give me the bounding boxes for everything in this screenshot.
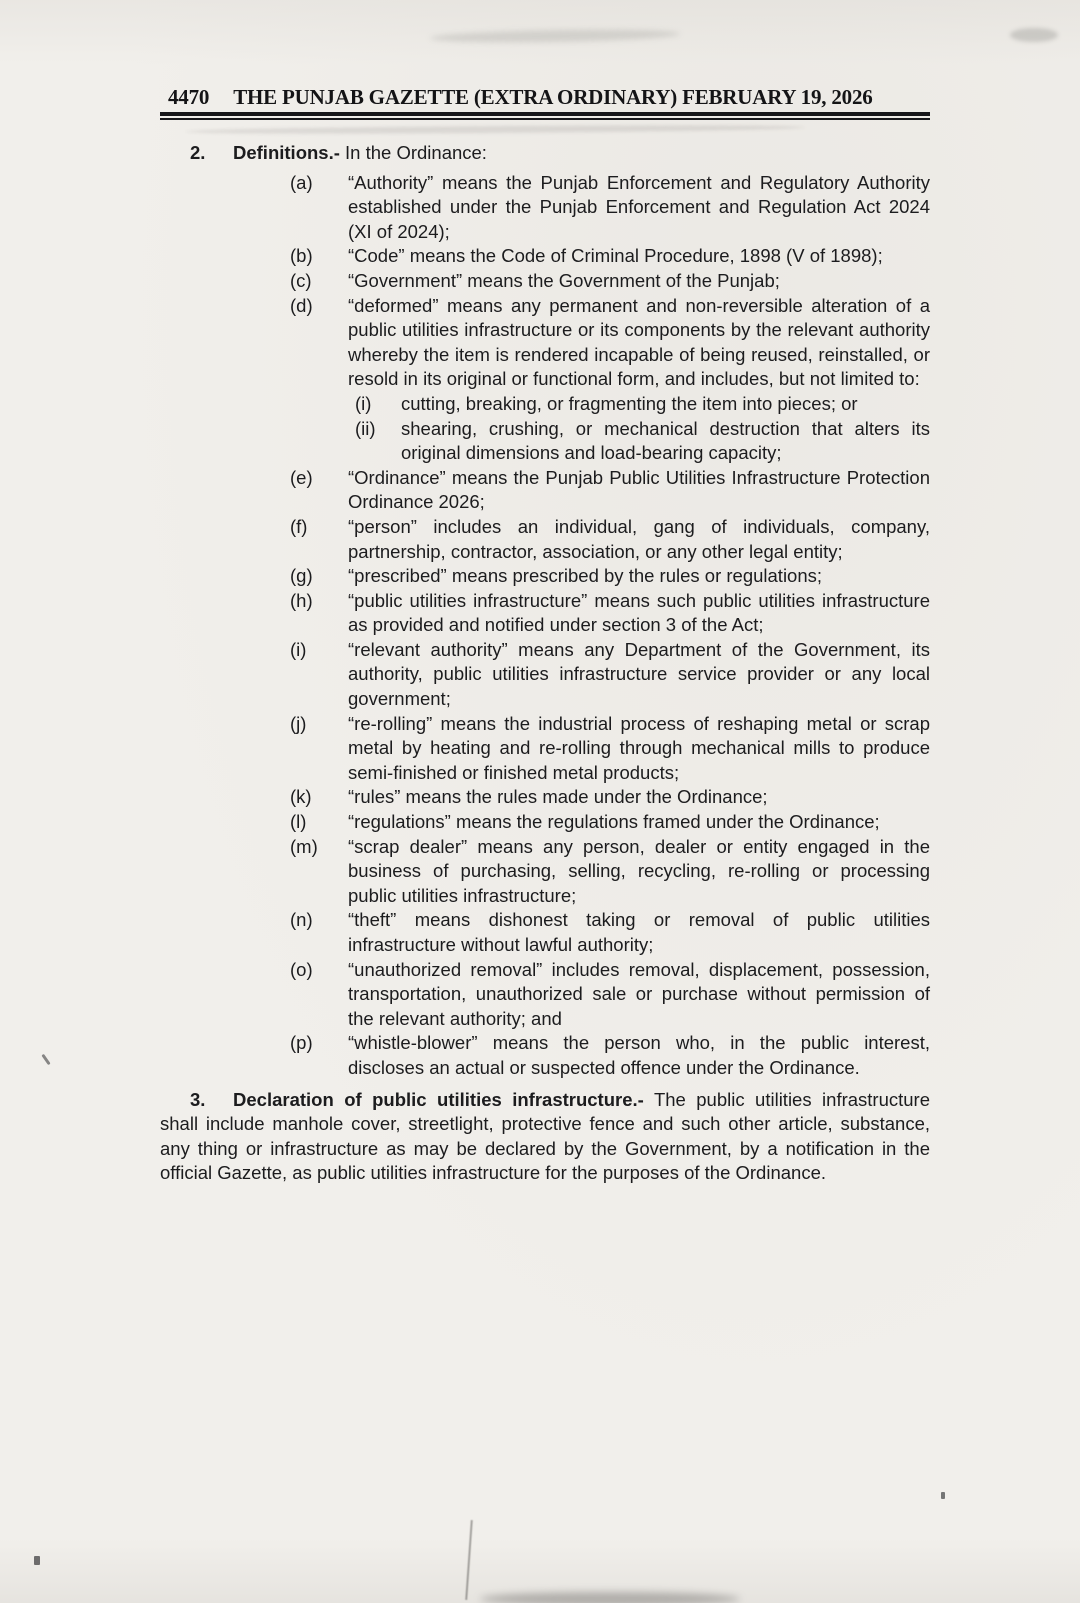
definition-text: “whistle-blower” means the person who, in the public interest, discloses an actual or suspected offence under the Ordinance. [348,1032,930,1078]
definition-item-k [290,785,930,810]
definition-label: (f) [290,515,308,537]
definition-text: “rules” means the rules made under the Ordinance; [348,786,768,808]
definition-item-g [290,564,930,589]
section-3-paragraph [160,1088,930,1186]
section-2-intro: In the Ordinance: [345,142,487,163]
definition-text: “relevant authority” means any Department of the Government, its authority, public utilities infrastructure service provider or any local government; [348,638,930,710]
section-3-body: The public utilities infrastructure shall include manhole cover, streetlight, protective fence and such other article, substance, any thing or infrastructure as may be declared by the Government, by a notification in the official Gazette, as public utilities infrastructure for the purposes of the Ordinance. [160,1088,930,1184]
definition-item-e [290,466,930,515]
subitem-text: shearing, crushing, or mechanical destruction that alters its original dimensions and load-bearing capacity; [401,417,930,464]
definition-label: (h) [290,589,313,611]
definition-subitem-ii [348,417,930,466]
section-definitions [160,141,930,1081]
definition-item-a [290,171,930,245]
definition-item-h [290,589,930,638]
definition-text: “deformed” means any permanent and non-reversible alteration of a public utilities infrastructure or its components by the relevant authority whereby the item is rendered incapable of being reused, reinstalled, or resold in its original or functional form, and includes, but not limited to: [348,294,930,390]
definition-label: (c) [290,269,312,291]
header-row [160,84,930,110]
definition-label: (m) [290,835,318,857]
section-2-number: 2. [190,142,206,163]
definition-label: (j) [290,712,307,734]
definition-text: “scrap dealer” means any person, dealer or entity engaged in the business of purchasing, selling, recycling, re-rolling or processing public utilities infrastructure; [348,835,930,906]
definition-text: “public utilities infrastructure” means such public utilities infrastructure as provided and notified under section 3 of the Act; [348,589,930,636]
definition-text: “regulations” means the regulations framed under the Ordinance; [348,811,880,833]
definition-text: “Government” means the Government of the Punjab; [348,269,780,291]
definition-item-c [290,269,930,294]
definition-item-o [290,958,930,1032]
definition-label: (n) [290,909,313,931]
definition-text: “Authority” means the Punjab Enforcement and Regulatory Authority established under the Punjab Enforcement and Regulation Act 2024 (XI of 2024); [348,171,930,242]
definition-item-d [290,294,930,466]
definition-label: (p) [290,1032,313,1054]
scan-artifact-bottom-blur [480,1592,740,1603]
definition-text: “Ordinance” means the Punjab Public Utilities Infrastructure Protection Ordinance 2026; [348,466,930,513]
definition-item-m [290,835,930,909]
scan-artifact-bottom-stroke [465,1520,473,1600]
definition-item-l [290,810,930,835]
definition-label: (e) [290,466,313,488]
definition-item-j [290,712,930,786]
definition-label: (l) [290,811,307,833]
definition-label: (b) [290,245,313,267]
definition-label: (i) [290,638,307,660]
section-2-heading-row [160,141,930,166]
page-content [0,84,1080,1186]
section-3-number: 3. [190,1088,206,1110]
definition-text: “re-rolling” means the industrial process of reshaping metal or scrap metal by heating and re-rolling through mechanical mills to produce semi-finished or finished metal products; [348,712,930,783]
scan-artifact-smudge-top-right [1010,28,1058,42]
scan-artifact-smudge-top [430,28,680,44]
scan-artifact-corner-speck [34,1556,40,1565]
gazette-title: THE PUNJAB GAZETTE (EXTRA ORDINARY) FEBRUARY 19, 2026 [233,85,873,109]
definition-text: “person” includes an individual, gang of individuals, company, partnership, contractor, association, or any other legal entity; [348,515,930,562]
scan-artifact-bottom-speck [941,1492,945,1499]
definition-text: “Code” means the Code of Criminal Procedure, 1898 (V of 1898); [348,245,883,267]
definition-label: (a) [290,171,313,193]
subitem-label: (i) [355,392,372,414]
definition-label: (k) [290,786,312,808]
page-header [160,84,930,120]
section-declaration [160,1088,930,1186]
definition-item-f [290,515,930,564]
subitem-text: cutting, breaking, or fragmenting the item into pieces; or [401,392,858,414]
definition-label: (o) [290,958,313,980]
definition-subitem-i [348,392,930,417]
subitem-label: (ii) [355,417,376,439]
definition-text: “unauthorized removal” includes removal, displacement, possession, transportation, unauthorized sale or purchase without permission of the relevant authority; and [348,958,930,1029]
definition-label: (d) [290,294,313,316]
header-rule-thick [160,112,930,116]
section-3-heading: Declaration of public utilities infrastructure.- [233,1088,644,1110]
definition-item-i [290,638,930,712]
section-2-heading: Definitions.- [233,142,340,163]
definition-label: (g) [290,565,313,587]
header-rule-thin [160,118,930,120]
definition-item-p [290,1031,930,1080]
definition-item-b [290,244,930,269]
definitions-list [290,171,930,1081]
definition-text: “theft” means dishonest taking or removal of public utilities infrastructure without lawful authority; [348,909,930,955]
definition-item-n [290,908,930,957]
page-number: 4470 [168,85,210,109]
definition-text: “prescribed” means prescribed by the rules or regulations; [348,565,823,587]
